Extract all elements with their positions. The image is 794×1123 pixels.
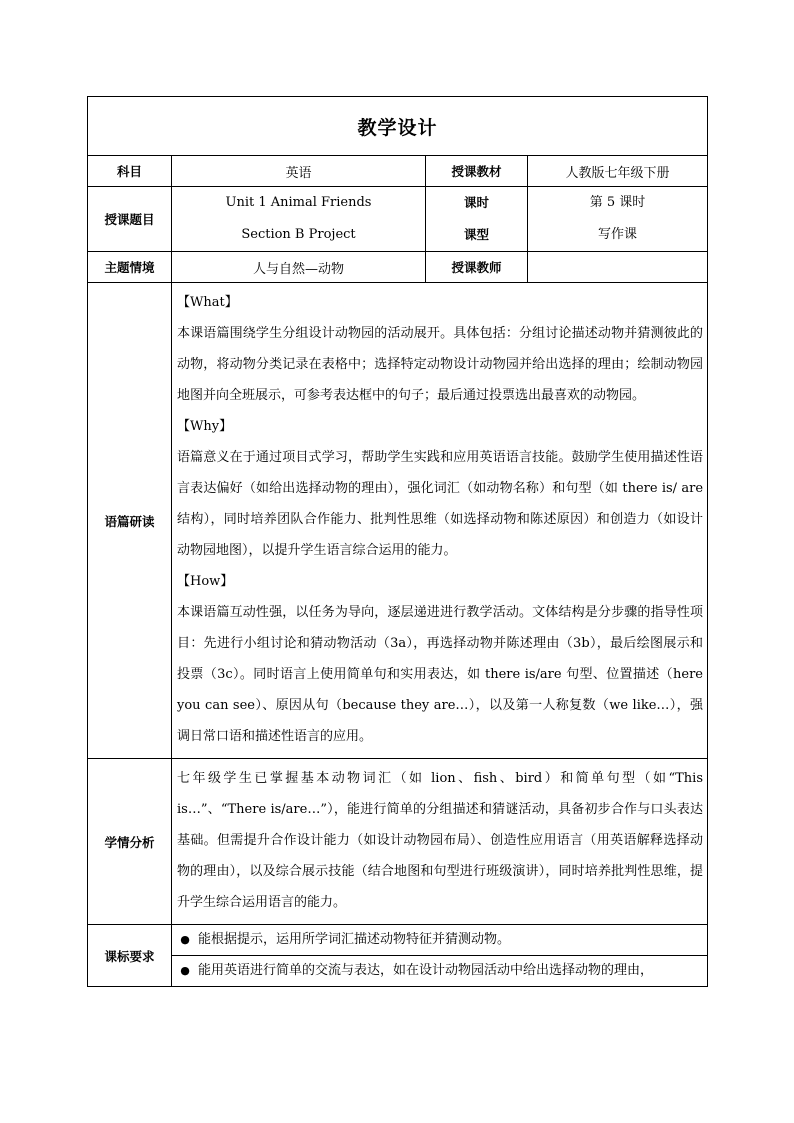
text-analysis-label: 语篇研读 xyxy=(88,283,172,759)
textbook-label: 授课教材 xyxy=(426,156,528,187)
topic-value xyxy=(172,187,426,252)
teacher-label: 授课教师 xyxy=(426,252,528,283)
standard-item xyxy=(172,956,707,986)
standard-item-text: 能用英语进行简单的交流与表达，如在设计动物园活动中给出选择动物的理由， xyxy=(198,963,654,978)
standard-item-text: 能根据提示，运用所学词汇描述动物特征并猜测动物。 xyxy=(198,932,511,947)
period-type-values xyxy=(528,187,708,252)
standard-item xyxy=(172,925,707,956)
topic-label: 授课题目 xyxy=(88,187,172,252)
lesson-plan-sheet xyxy=(87,96,707,987)
text-analysis-content xyxy=(172,283,708,759)
what-text: 本课语篇围绕学生分组设计动物园的活动展开。具体包括：分组讨论描述动物并猜测彼此的动物，将动物分类记录在表格中；选择特定动物设计动物园并给出选择的理由；绘制动物园地图并向全班展示，可参考表达框中的句子；最后通过投票选出最喜欢的动物园。 xyxy=(177,326,704,403)
why-text: 语篇意义在于通过项目式学习，帮助学生实践和应用英语语言技能。鼓励学生使用描述性语言表达偏好（如给出选择动物的理由），强化词汇（如动物名称）和句型（如 there is/ are 结构），同时培养团队合作能力、批判性思维（如选择动物和陈述原因）和创造力（如设计动物园地图），以提升学生语言综合运用的能力。 xyxy=(177,450,704,558)
lesson-plan-table xyxy=(87,96,708,987)
teacher-value xyxy=(528,252,708,283)
bullet-dot-icon: ● xyxy=(180,933,190,946)
learner-analysis-text: 七年级学生已掌握基本动物词汇（如 lion、fish、bird）和简单句型（如“This is…”、“There is/are…”），能进行简单的分组描述和猜谜活动，具备初步合作与口头表达基础。但需提升合作设计能力（如设计动物园布局）、创造性应用语言（用英语解释选择动物的理由），以及综合展示技能（结合地图和句型进行班级演讲），同时培养批判性思维，提升学生综合运用语言的能力。 xyxy=(172,759,708,925)
curriculum-standards-label: 课标要求 xyxy=(88,925,172,987)
topic-line-2: Section B Project xyxy=(241,227,356,242)
subject-value: 英语 xyxy=(172,156,426,187)
why-heading: 【Why】 xyxy=(177,419,233,434)
textbook-value: 人教版七年级下册 xyxy=(528,156,708,187)
bullet-dot-icon: ● xyxy=(180,964,190,977)
curriculum-standards-content xyxy=(172,925,708,987)
period-type-labels xyxy=(426,187,528,252)
how-heading: 【How】 xyxy=(177,574,234,589)
type-value: 写作课 xyxy=(598,227,638,242)
period-value: 第 5 课时 xyxy=(589,195,646,210)
topic-line-1: Unit 1 Animal Friends xyxy=(225,195,372,210)
subject-label: 科目 xyxy=(88,156,172,187)
theme-label: 主题情境 xyxy=(88,252,172,283)
what-heading: 【What】 xyxy=(177,295,238,310)
theme-value: 人与自然—动物 xyxy=(172,252,426,283)
how-text: 本课语篇互动性强，以任务为导向，逐层递进进行教学活动。文体结构是分步骤的指导性项目：先进行小组讨论和猜动物活动（3a），再选择动物并陈述理由（3b），最后绘图展示和投票（3c）。同时语言上使用简单句和实用表达，如 there is/are 句型、位置描述（here you can see）、原因从句（because they are…），以及第一人称复数（we like…），强调日常口语和描述性语言的应用。 xyxy=(177,605,704,744)
learner-analysis-label: 学情分析 xyxy=(88,759,172,925)
period-label: 课时 xyxy=(463,195,489,210)
type-label: 课型 xyxy=(463,227,489,242)
document-title: 教学设计 xyxy=(88,97,708,156)
